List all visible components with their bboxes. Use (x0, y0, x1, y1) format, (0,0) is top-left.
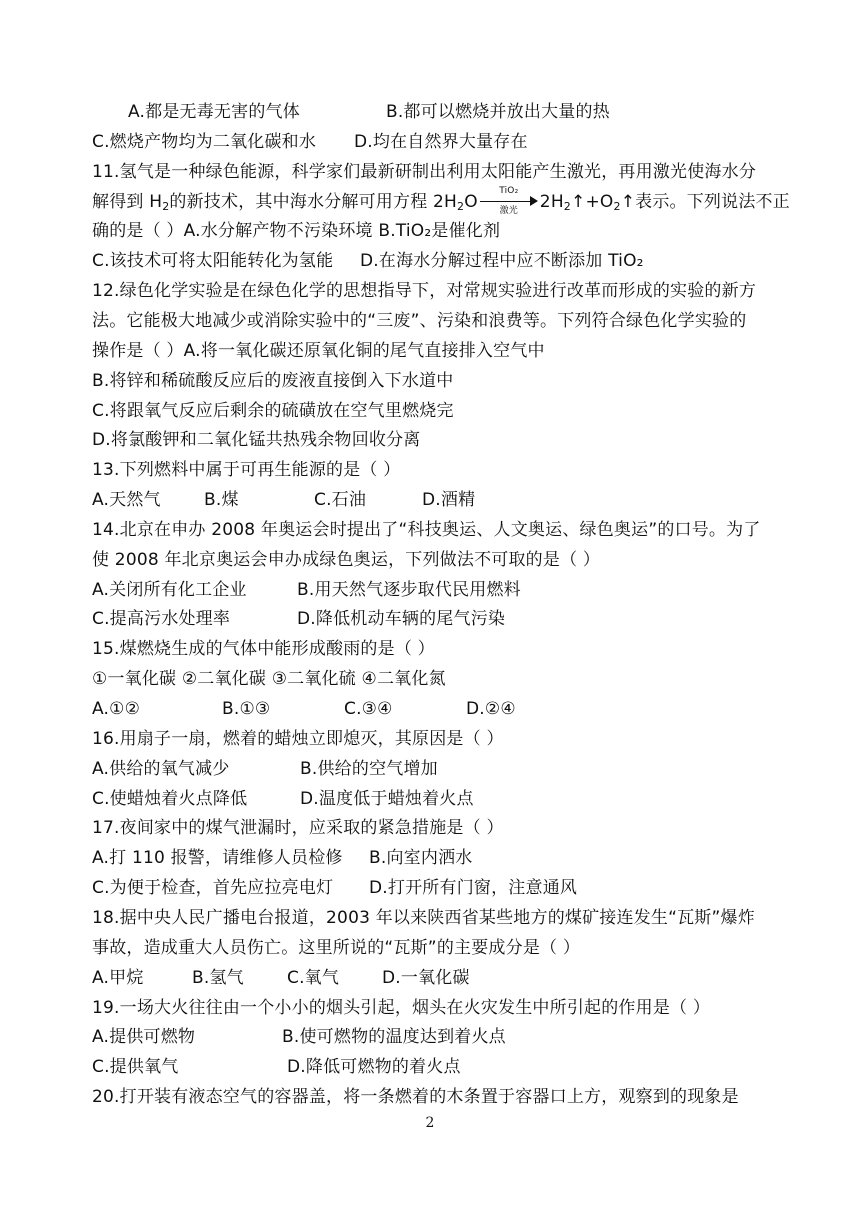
option-q14-3-0: A.关闭所有化工企业 (92, 579, 247, 600)
option-q19-3-0: C.提供氧气 (92, 1057, 179, 1078)
line-q13-1: 13.下列燃料中属于可再生能源的是（ ） (92, 460, 401, 481)
line-q10-cd (92, 127, 782, 157)
option-q19-2-0: A.提供可燃物 (92, 1027, 196, 1048)
option-q17-3-1: D.打开所有门窗，注意通风 (369, 878, 578, 899)
option-q19-3-1: D.降低可燃物的着火点 (287, 1057, 461, 1078)
option-q15-3-1: B.①③ (222, 699, 271, 719)
option-q13-2-0: A.天然气 (92, 490, 161, 511)
line-q12-4: B.将锌和稀硫酸反应后的废液直接倒入下水道中 (92, 370, 454, 391)
option-q15-3-0: A.①② (92, 699, 141, 719)
line-q20-1: 20.打开装有液态空气的容器盖，将一条燃着的木条置于容器口上方，观察到的现象是 (92, 1087, 739, 1108)
line-q11-3: 确的是（ ）A.水分解产物不污染环境 B.TiO₂是催化剂 (92, 221, 501, 242)
option-q15-3-2: C.③④ (344, 699, 393, 719)
option-q17-2-1: B.向室内洒水 (369, 848, 473, 869)
page-number: 2 (425, 1115, 435, 1131)
option-q16-2-1: B.供给的空气增加 (300, 758, 438, 779)
option-q17-3-0: C.为便于检查，首先应拉亮电灯 (92, 878, 334, 899)
line-q13-2 (92, 485, 782, 515)
line-q11-4 (92, 246, 782, 276)
line-q16-3 (92, 784, 782, 814)
option-q18-3-0: A.甲烷 (92, 967, 144, 988)
line-q17-3 (92, 873, 782, 903)
line-q17-2 (92, 843, 782, 873)
option-q17-2-0: A.打 110 报警，请维修人员检修 (92, 848, 343, 869)
option-q14-4-1: D.降低机动车辆的尾气污染 (297, 609, 506, 630)
option-q11-4-1: D.在海水分解过程中应不断添加 TiO₂ (360, 251, 644, 272)
line-q18-2: 事故，造成重大人员伤亡。这里所说的“瓦斯”的主要成分是（ ） (92, 937, 581, 958)
option-q13-2-1: B.煤 (204, 490, 239, 511)
option-q18-3-3: D.一氧化碳 (382, 967, 470, 988)
option-q14-4-0: C.提高污水处理率 (92, 609, 231, 630)
line-q12-3: 操作是（ ）A.将一氧化碳还原氧化铜的尾气直接排入空气中 (92, 340, 545, 361)
q11-eq-lead: 解得到 $H_2$的新技术，其中海水分解可用方程 $2H_2O$ (92, 191, 478, 213)
line-q14-1: 14.北京在申办 2008 年奥运会时提出了“科技奥运、人文奥运、绿色奥运”的口号。为了 (92, 519, 761, 540)
option-q10-cd-0: C.燃烧产物均为二氧化碳和水 (92, 131, 317, 152)
line-q16-2 (92, 754, 782, 784)
line-q16-1: 16.用扇子一扇，燃着的蜡烛立即熄灭，其原因是（ ） (92, 728, 504, 749)
line-q14-2: 使 2008 年北京奥运会申办成绿色奥运，下列做法不可取的是（ ） (92, 549, 601, 570)
option-q10-ab-1: B.都可以燃烧并放出大量的热 (386, 102, 610, 122)
line-q18-1: 18.据中央人民广播电台报道，2003 年以来陕西省某些地方的煤矿接连发生“瓦斯”爆炸 (92, 907, 755, 928)
line-q10-ab (128, 97, 818, 127)
line-q12-6: D.将氯酸钾和二氧化锰共热残余物回收分离 (92, 430, 421, 451)
line-q17-1: 17.夜间家中的煤气泄漏时，应采取的紧急措施是（ ） (92, 818, 504, 839)
option-q14-3-1: B.用天然气逐步取代民用燃料 (297, 579, 521, 600)
catalyst-label: TiO₂ (499, 185, 519, 196)
condition-label: 激光 (499, 205, 518, 216)
q11-equation-line (92, 185, 790, 217)
line-q18-3 (92, 963, 782, 993)
option-q15-3-3: D.②④ (466, 699, 516, 719)
line-q15-3 (92, 694, 782, 724)
option-q16-3-1: D.温度低于蜡烛着火点 (300, 788, 474, 809)
line-q14-4 (92, 604, 782, 634)
line-q12-2: 法。它能极大地减少或消除实验中的“三废”、污染和浪费等。下列符合绿色化学实验的 (92, 310, 747, 331)
line-q19-1: 19.一场大火往往由一个小小的烟头引起，烟头在火灾发生中所引起的作用是（ ） (92, 997, 711, 1018)
q11-eq-products: $2H_2↑+O_2↑$表示。下列说法不正 (539, 191, 790, 213)
line-q15-2: ①一氧化碳 ②二氧化碳 ③二氧化硫 ④二氧化氮 (92, 669, 446, 690)
option-q10-ab-0: A.都是无毒无害的气体 (128, 102, 300, 122)
option-q13-2-2: C.石油 (314, 490, 367, 511)
line-q19-2 (92, 1022, 782, 1052)
option-q18-3-1: B.氢气 (192, 967, 244, 988)
option-q13-2-3: D.酒精 (422, 490, 476, 511)
option-q10-cd-1: D.均在自然界大量存在 (354, 131, 528, 152)
line-q15-1: 15.煤燃烧生成的气体中能形成酸雨的是（ ） (92, 639, 435, 660)
line-q12-5: C.将跟氧气反应后剩余的硫磺放在空气里燃烧完 (92, 400, 454, 421)
option-q16-2-0: A.供给的氧气减少 (92, 758, 230, 779)
option-q11-4-0: C.该技术可将太阳能转化为氢能 (92, 251, 334, 272)
line-q19-3 (92, 1052, 782, 1082)
option-q16-3-0: C.使蜡烛着火点降低 (92, 788, 248, 809)
reaction-arrow-icon (478, 187, 540, 217)
line-q14-3 (92, 575, 782, 605)
option-q19-2-1: B.使可燃物的温度达到着火点 (282, 1027, 506, 1048)
line-q12-1: 12.绿色化学实验是在绿色化学的思想指导下，对常规实验进行改革而形成的实验的新方 (92, 281, 757, 302)
option-q18-3-2: C.氧气 (287, 967, 340, 988)
line-q11-1: 11.氢气是一种绿色能源，科学家们最新研制出利用太阳能产生激光，再用激光使海水分 (92, 161, 757, 182)
